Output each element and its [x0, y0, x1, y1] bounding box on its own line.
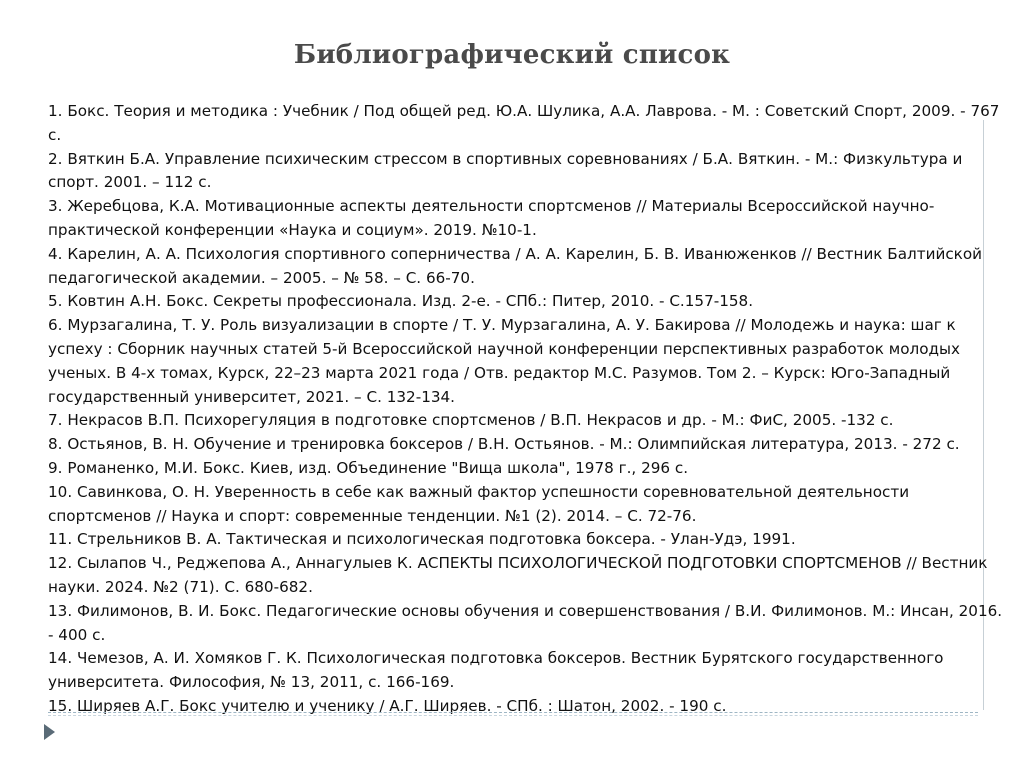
triangle-right-icon: [44, 724, 55, 740]
reference-item: 12. Сылапов Ч., Реджепова А., Аннагулыев К. АСПЕКТЫ ПСИХОЛОГИЧЕСКОЙ ПОДГОТОВКИ СПОРТСМЕНОВ // Вестник науки. 2024. №2 (71). С. 680-682.: [48, 554, 988, 596]
slide-title: Библиографический список: [293, 40, 731, 70]
reference-item: 6. Мурзагалина, Т. У. Роль визуализации в спорте / Т. У. Мурзагалина, А. У. Бакирова // Молодежь и наука: шаг к успеху : Сборник научных статей 5-й Всероссийской научной конференции перспективных разработок молодых ученых. В 4-х томах, Курск, 22–23 марта 2021 года / Отв. редактор М.С. Разумов. Том 2. – Курск: Юго-Западный государственный университет, 2021. – С. 132-134.: [48, 316, 961, 406]
bibliography-list: [48, 100, 1008, 719]
reference-item: 14. Чемезов, А. И. Хомяков Г. К. Психологическая подготовка боксеров. Вестник Бурятского государственного университета. Философия, № 13, 2011, с. 166-169.: [48, 649, 944, 692]
footer-divider-line-secondary: [48, 715, 978, 716]
reference-item: 9. Романенко, М.И. Бокс. Киев, изд. Объединение "Вища школа", 1978 г., 296 с.: [48, 458, 689, 477]
reference-item: 2. Вяткин Б.А. Управление психическим стрессом в спортивных соревнованиях / Б.А. Вяткин. - М.: Физкультура и спорт. 2001. – 112 с.: [48, 149, 963, 192]
reference-item: 15. Ширяев А.Г. Бокс учителю и ученику / А.Г. Ширяев. - СПб. : Шатон, 2002. - 190 с.: [48, 696, 727, 715]
reference-item: 4. Карелин, А. А. Психология спортивного соперничества / А. А. Карелин, Б. В. Иванюженков // Вестник Балтийской педагогической академии. – 2005. – № 58. – С. 66-70.: [48, 244, 983, 287]
reference-item: 7. Некрасов В.П. Психорегуляция в подготовке спортсменов / В.П. Некрасов и др. - М.: ФиС, 2005. -132 с.: [48, 411, 894, 430]
reference-item: 13. Филимонов, В. И. Бокс. Педагогические основы обучения и совершенствования / В.И. Филимонов. М.: Инсан, 2016. - 400 с.: [48, 601, 1003, 644]
reference-item: 11. Стрельников В. А. Тактическая и психологическая подготовка боксера. - Улан-Удэ, 1991.: [48, 530, 796, 549]
reference-item: 10. Савинкова, О. Н. Уверенность в себе как важный фактор успешности соревновательной деятельности спортсменов // Наука и спорт: современные тенденции. №1 (2). 2014. – С. 72-76.: [48, 482, 910, 525]
reference-item: 1. Бокс. Теория и методика : Учебник / Под общей ред. Ю.А. Шулика, А.А. Лаврова. - М. : Советский Спорт, 2009. - 767 с.: [48, 102, 1000, 144]
reference-item: 3. Жеребцова, К.А. Мотивационные аспекты деятельности спортсменов // Материалы Всероссийской научно-практической конференции «Наука и социум». 2019. №10-1.: [48, 197, 935, 239]
reference-item: 5. Ковтин А.Н. Бокс. Секреты профессионала. Изд. 2-е. - СПб.: Питер, 2010. - С.157-158.: [48, 292, 754, 311]
reference-item: 8. Остьянов, В. Н. Обучение и тренировка боксеров / В.Н. Остьянов. - М.: Олимпийская литература, 2013. - 272 с.: [48, 435, 960, 454]
footer-divider-line: [48, 712, 978, 713]
